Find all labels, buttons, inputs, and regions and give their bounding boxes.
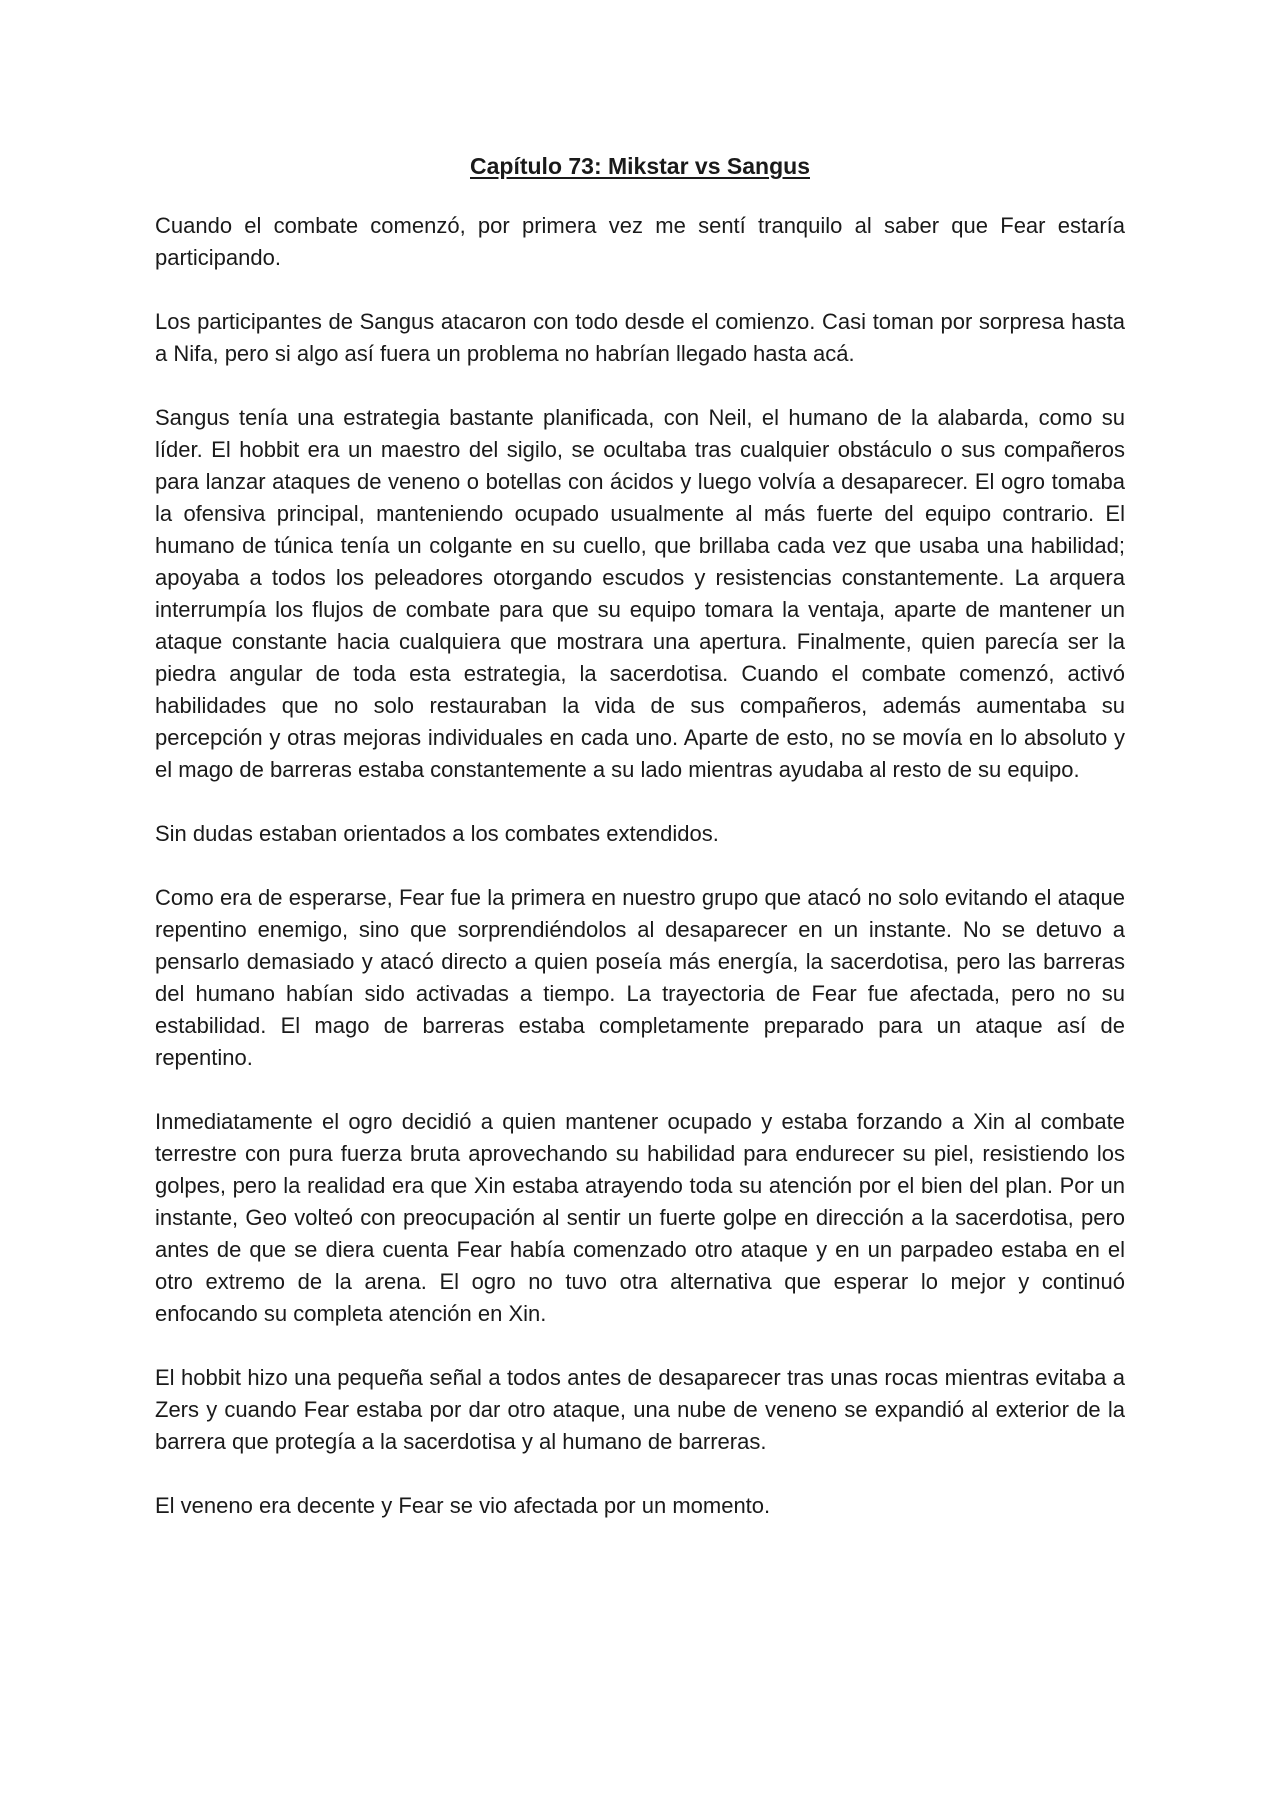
paragraph: Como era de esperarse, Fear fue la primera en nuestro grupo que atacó no solo evitando el ataque repentino enemigo, sino que sorprendiéndolos al desaparecer en un instante. No se detuvo a pensarlo demasiado y atacó directo a quien poseía más energía, la sacerdotisa, pero las barreras del humano habían sido activadas a tiempo. La trayectoria de Fear fue afectada, pero no su estabilidad. El mago de barreras estaba completamente preparado para un ataque así de repentino. bbox=[155, 885, 1125, 1070]
document-body bbox=[155, 150, 1125, 1554]
paragraph: El veneno era decente y Fear se vio afectada por un momento. bbox=[155, 1493, 771, 1518]
paragraph: El hobbit hizo una pequeña señal a todos antes de desaparecer tras unas rocas mientras evitaba a Zers y cuando Fear estaba por dar otro ataque, una nube de veneno se expandió al exterior de la barrera que protegía a la sacerdotisa y al humano de barreras. bbox=[155, 1365, 1125, 1454]
paragraph: Sangus tenía una estrategia bastante planificada, con Neil, el humano de la alabarda, como su líder. El hobbit era un maestro del sigilo, se ocultaba tras cualquier obstáculo o sus compañeros para lanzar ataques de veneno o botellas con ácidos y luego volvía a desaparecer. El ogro tomaba la ofensiva principal, manteniendo ocupado usualmente al más fuerte del equipo contrario. El humano de túnica tenía un colgante en su cuello, que brillaba cada vez que usaba una habilidad; apoyaba a todos los peleadores otorgando escudos y resistencias constantemente. La arquera interrumpía los flujos de combate para que su equipo tomara la ventaja, aparte de mantener un ataque constante hacia cualquiera que mostrara una apertura. Finalmente, quien parecía ser la piedra angular de toda esta estrategia, la sacerdotisa. Cuando el combate comenzó, activó habilidades que no solo restauraban la vida de sus compañeros, además aumentaba su percepción y otras mejoras individuales en cada uno. Aparte de esto, no se movía en lo absoluto y el mago de barreras estaba constantemente a su lado mientras ayudaba al resto de su equipo. bbox=[155, 405, 1125, 782]
chapter-title: Capítulo 73: Mikstar vs Sangus bbox=[470, 153, 810, 179]
paragraph: Sin dudas estaban orientados a los combates extendidos. bbox=[155, 821, 719, 846]
paragraph: Los participantes de Sangus atacaron con todo desde el comienzo. Casi toman por sorpresa hasta a Nifa, pero si algo así fuera un problema no habrían llegado hasta acá. bbox=[155, 309, 1125, 366]
paragraph: Inmediatamente el ogro decidió a quien mantener ocupado y estaba forzando a Xin al combate terrestre con pura fuerza bruta aprovechando su habilidad para endurecer su piel, resistiendo los golpes, pero la realidad era que Xin estaba atrayendo toda su atención por el bien del plan. Por un instante, Geo volteó con preocupación al sentir un fuerte golpe en dirección a la sacerdotisa, pero antes de que se diera cuenta Fear había comenzado otro ataque y en un parpadeo estaba en el otro extremo de la arena. El ogro no tuvo otra alternativa que esperar lo mejor y continuó enfocando su completa atención en Xin. bbox=[155, 1109, 1125, 1326]
paragraph: Cuando el combate comenzó, por primera vez me sentí tranquilo al saber que Fear estaría participando. bbox=[155, 213, 1125, 270]
